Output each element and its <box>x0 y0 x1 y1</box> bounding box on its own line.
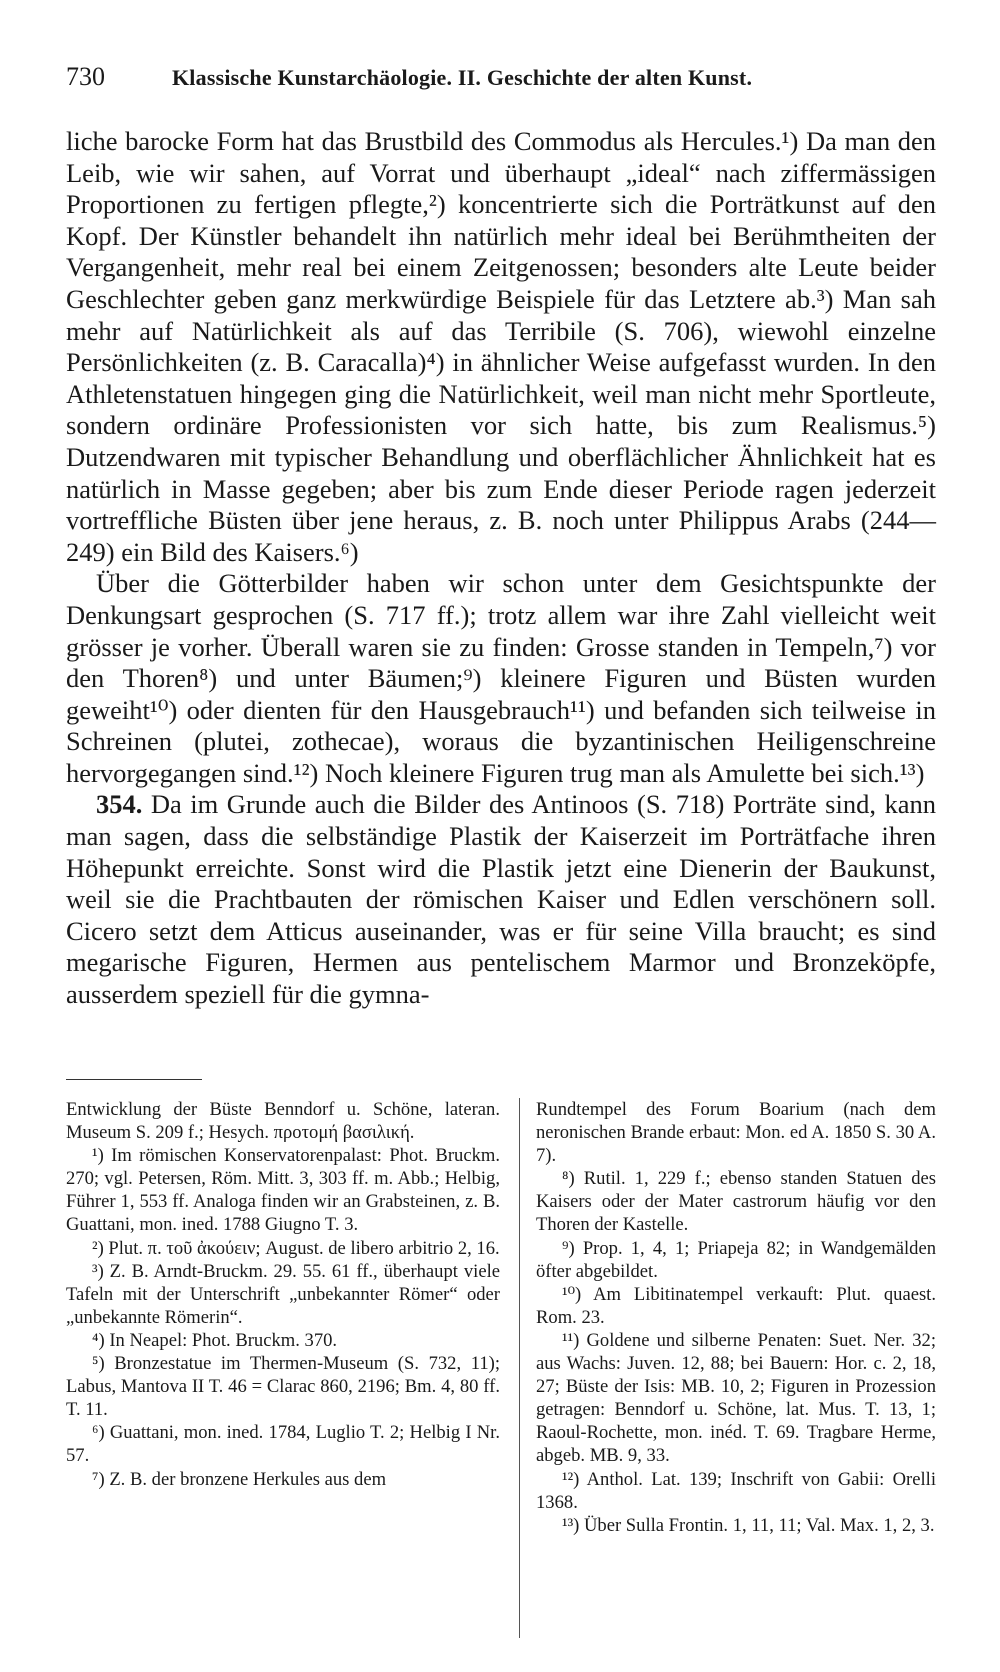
running-header <box>66 62 936 102</box>
footnote-3: ³) Z. B. Arndt-Bruckm. 29. 55. 61 ff., überhaupt viele Tafeln mit der Unterschrift „unbekannter Römer“ oder „unbekannte Römerin“. <box>66 1260 500 1328</box>
footnote-12: ¹²) Anthol. Lat. 139; Inschrift von Gabii: Orelli 1368. <box>536 1468 936 1513</box>
footnotes-left-column <box>66 1098 500 1491</box>
footnote-7-continuation: Rundtempel des Forum Boarium (nach dem neronischen Brande erbaut: Mon. ed A. 1850 S. 30 A. 7). <box>536 1099 936 1167</box>
paragraph-354-text: Da im Grunde auch die Bilder des Antinoos (S. 718) Porträte sind, kann man sagen, dass die selbständige Plastik der Kaiserzeit im Porträtfache ihren Höhepunkt erreichte. Sonst wird die Plastik jetzt eine Dienerin der Baukunst, weil sie die Prachtbauten der römischen Kaiser und Edlen verschönern soll. Cicero setzt dem Atticus auseinander, was er für seine Villa braucht; es sind megarische Figuren, Hermen aus pentelischem Marmor und Bronzeköpfe, ausserdem speziell für die gymna- <box>66 789 937 1010</box>
footnote-4: ⁴) In Neapel: Phot. Bruckm. 370. <box>92 1329 338 1351</box>
column-divider <box>519 1098 520 1638</box>
footnote-7: ⁷) Z. B. der bronzene Herkules aus dem <box>92 1468 387 1490</box>
footnotes-right-column <box>536 1098 936 1537</box>
footnote-5: ⁵) Bronzestatue im Thermen-Museum (S. 732, 11); Labus, Mantova II T. 46 = Clarac 860, 2196; Bm. 4, 80 ff. T. 11. <box>66 1353 500 1421</box>
footnote-separator <box>66 1079 202 1080</box>
main-text <box>66 126 936 1011</box>
footnote-6: ⁶) Guattani, mon. ined. 1784, Luglio T. 2; Helbig I Nr. 57. <box>66 1422 500 1467</box>
paragraph-2: Über die Götterbilder haben wir schon unter dem Gesichtspunkte der Denkungsart gesprochen (S. 717 ff.); trotz allem war ihre Zahl vielleicht weit grösser je vorher. Überall waren sie zu finden: Grosse standen in Tempeln,⁷) vor den Thoren⁸) und unter Bäumen;⁹) kleinere Figuren und Büsten wurden geweiht¹⁰) oder dienten für den Hausgebrauch¹¹) und befanden sich teilweise in Schreinen (plutei, zothecae), woraus die byzantinischen Heiligenschreine hervorgegangen sind.¹²) Noch kleinere Figuren trug man als Amulette bei sich.¹³) <box>66 568 936 788</box>
paragraph-1: liche barocke Form hat das Brustbild des Commodus als Hercules.¹) Da man den Leib, wie wir sahen, auf Vorrat und überhaupt „ideal“ nach ziffermässigen Proportionen zu fertigen pflegte,²) koncentrierte sich die Porträtkunst auf den Kopf. Der Künstler behandelt ihn natürlich mehr ideal bei Berühmtheiten der Vergangenheit, mehr real bei einem Zeitgenossen; besonders alte Leute beider Geschlechter geben ganz merkwürdige Beispiele für das Letztere ab.³) Man sah mehr auf Natürlichkeit als auf das Terribile (S. 706), wiewohl einzelne Persönlichkeiten (z. B. Caracalla)⁴) in ähnlicher Weise aufgefasst wurden. In den Athletenstatuen hingegen ging die Natürlichkeit, weil man nicht mehr Sportleute, sondern ordinäre Professionisten vor sich hatte, bis zum Realismus.⁵) Dutzendwaren mit typischer Behandlung und oberflächlicher Ähnlichkeit hat es natürlich in Masse gegeben; aber bis zum Ende dieser Periode ragen jederzeit vortreffliche Büsten über jene heraus, z. B. noch unter Philippus Arabs (244—249) ein Bild des Kaisers.⁶) <box>66 126 936 567</box>
footnote-13: ¹³) Über Sulla Frontin. 1, 11, 11; Val. Max. 1, 2, 3. <box>562 1514 935 1536</box>
footnote-continuation: Entwicklung der Büste Benndorf u. Schöne, lateran. Museum S. 209 f.; Hesych. προτομή βασιλική. <box>66 1099 500 1144</box>
footnote-1: ¹) Im römischen Konservatorenpalast: Phot. Bruckm. 270; vgl. Petersen, Röm. Mitt. 3, 303 ff. m. Abb.; Helbig, Führer 1, 553 ff. Analoga finden wir an Grabsteinen, z. B. Guattani, mon. ined. 1788 Giugno T. 3. <box>66 1145 500 1236</box>
footnote-2: ²) Plut. π. τοῦ ἀκούειν; August. de libero arbitrio 2, 16. <box>92 1237 500 1259</box>
page-number: 730 <box>66 62 105 91</box>
paragraph-354 <box>66 789 936 1010</box>
footnote-8: ⁸) Rutil. 1, 229 f.; ebenso standen Statuen des Kaisers oder der Mater castrorum häufig vor den Thoren der Kastelle. <box>536 1168 936 1236</box>
footnote-11: ¹¹) Goldene und silberne Penaten: Suet. Ner. 32; aus Wachs: Juven. 12, 88; bei Bauern: Hor. c. 2, 18, 27; Büste der Isis: MB. 10, 2; Figuren in Prozession getragen: Benndorf u. Schöne, lat. Mus. T. 13, 1; Raoul-Rochette, mon. inéd. T. 69. Tragbare Herme, abgeb. MB. 9, 33. <box>536 1329 936 1467</box>
section-number: 354. <box>96 789 143 820</box>
footnote-9: ⁹) Prop. 1, 4, 1; Priapeja 82; in Wandgemälden öfter abgebildet. <box>536 1237 936 1282</box>
footnote-10: ¹⁰) Am Libitinatempel verkauft: Plut. quaest. Rom. 23. <box>536 1283 936 1328</box>
running-head-title: Klassische Kunstarchäologie. II. Geschichte der alten Kunst. <box>172 65 753 90</box>
